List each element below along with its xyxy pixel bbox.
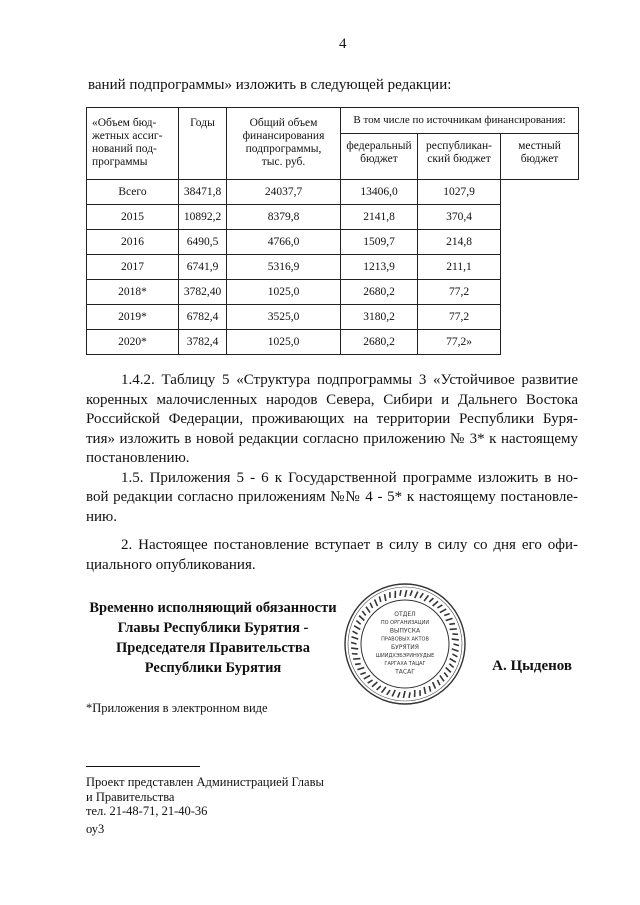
cell-total: 10892,2	[179, 205, 227, 230]
body-text	[86, 371, 578, 575]
local-header-line: бюджет	[520, 153, 559, 165]
seal-ring-glyph	[398, 692, 400, 697]
seal-ring-glyph	[360, 673, 365, 675]
seal-ring-glyph	[362, 611, 365, 616]
signer-position-line: Временно исполняющий обязанности	[89, 600, 337, 616]
paragraph-1-4-2	[86, 371, 578, 469]
seal-ring-glyph	[355, 664, 361, 665]
table-row	[87, 330, 579, 355]
seal-ring-glyph	[452, 649, 459, 651]
cell-local: 211,1	[418, 255, 501, 280]
seal-ring-glyph	[446, 668, 451, 673]
signer-position	[80, 598, 346, 678]
seal-ring-glyph	[424, 687, 425, 694]
seal-ring-glyph	[353, 631, 358, 634]
row-label-line: программы	[92, 156, 148, 168]
row-label-line: нований под-	[92, 143, 157, 155]
footnote: *Приложения в электронном виде	[86, 701, 268, 715]
local-header	[501, 134, 579, 180]
seal-text-line: БУРЯТИЯ	[391, 643, 419, 651]
cell-local: 77,2	[418, 280, 501, 305]
cell-federal: 4766,0	[227, 230, 341, 255]
signer-position-line: Главы Республики Бурятия -	[117, 620, 309, 636]
seal-ring-glyph	[354, 626, 360, 630]
seal-ring-glyph	[429, 686, 430, 692]
total-header	[227, 108, 341, 180]
seal-ring-glyph	[424, 595, 428, 601]
cell-total: 3782,40	[179, 280, 227, 305]
cell-year: 2017	[87, 255, 179, 280]
cell-year: 2018*	[87, 280, 179, 305]
signer-name: А. Цыденов	[492, 658, 572, 674]
seal-ring-glyph	[452, 639, 459, 640]
sources-header: В том числе по источникам финансирования:	[341, 108, 579, 134]
seal-ring-glyph	[351, 642, 356, 644]
paragraph-line: 1.5. Приложения 5 - 6 к Государственной программе изложить в но-	[121, 469, 578, 486]
seal-ring-glyph	[359, 616, 364, 621]
cell-year: 2016	[87, 230, 179, 255]
seal-ring-glyph	[366, 607, 370, 613]
cell-total: 6741,9	[179, 255, 227, 280]
seal-ring-glyph	[351, 637, 358, 639]
cell-republic: 2141,8	[341, 205, 418, 230]
paragraph-line: циального опубликования.	[86, 556, 256, 573]
seal-ring-glyph	[405, 590, 407, 597]
cell-total: 3782,4	[179, 330, 227, 355]
seal-ring-glyph	[375, 599, 378, 606]
cell-total: 38471,8	[179, 180, 227, 205]
seal-ring-glyph	[400, 590, 401, 596]
seal-ring-glyph	[429, 598, 433, 602]
seal-ring-glyph	[437, 605, 442, 608]
seal-ring-glyph	[392, 690, 395, 696]
footer-line: тел. 21-48-71, 21-40-36	[86, 804, 208, 818]
footer-line: Проект представлен Администрацией Главы	[86, 775, 324, 789]
signer-position-line: Республики Бурятия	[144, 660, 282, 676]
seal-ring-glyph	[449, 664, 453, 668]
seal-ring-glyph	[446, 618, 453, 620]
footer-line: и Правительства	[86, 789, 175, 804]
seal-ring-glyph	[379, 596, 380, 602]
seal-ring-glyph	[353, 659, 360, 660]
cell-federal: 8379,8	[227, 205, 341, 230]
cell-republic: 3180,2	[341, 305, 418, 330]
seal-ring-glyph	[357, 668, 364, 670]
table-body	[87, 180, 579, 355]
federal-header-line: бюджет	[360, 153, 398, 165]
table-row	[87, 255, 579, 280]
cell-federal: 1025,0	[227, 330, 341, 355]
paragraph-line: 1.4.2. Таблицу 5 «Структура подпрограммы 3 «Устойчивое развитие	[121, 372, 578, 388]
seal-ring-glyph	[368, 680, 373, 683]
cell-federal: 24037,7	[227, 180, 341, 205]
republic-header	[418, 134, 501, 180]
federal-header	[341, 134, 418, 180]
seal-text-line: ПРАВОВЫХ АКТОВ	[381, 636, 429, 643]
seal-ring-glyph	[433, 601, 438, 606]
cell-year: 2019*	[87, 305, 179, 330]
official-seal	[343, 582, 467, 706]
total-header-line: Общий объем	[249, 117, 318, 129]
cell-local: 214,8	[418, 230, 501, 255]
seal-center-text	[376, 611, 435, 675]
federal-header-line: федеральный	[346, 140, 412, 152]
cell-local: 77,2»	[418, 330, 501, 355]
cell-federal: 5316,9	[227, 255, 341, 280]
table-row	[87, 205, 579, 230]
paragraph-line: постановлению.	[86, 450, 190, 466]
paragraph-line: Российской Федерации, проживающих на территории Республики Буря-	[86, 411, 578, 427]
row-label-line: «Объем бюд-	[92, 117, 157, 129]
paragraph-line: нию.	[86, 508, 118, 525]
cell-republic: 13406,0	[341, 180, 418, 205]
paragraph-1-5	[86, 469, 578, 528]
total-header-line: тыс. руб.	[261, 156, 306, 168]
footer-code: оу3	[86, 822, 105, 836]
cell-year: Всего	[87, 180, 179, 205]
seal-ring-glyph	[420, 593, 423, 598]
total-header-line: подпрограммы,	[245, 143, 322, 155]
paragraph-line: тия» изложить в новой редакции согласно приложению № 3* к настоящему	[86, 430, 578, 447]
seal-text-line: ВЫПУСКА	[389, 627, 421, 635]
seal-text-line: ТАСАГ	[395, 668, 415, 676]
seal-ring-glyph	[410, 590, 412, 595]
seal-ring-glyph	[387, 690, 390, 695]
seal-ring-glyph	[444, 673, 447, 678]
cell-federal: 3525,0	[227, 305, 341, 330]
seal-ring-glyph	[452, 654, 457, 657]
cell-year: 2020*	[87, 330, 179, 355]
seal-ring-glyph	[409, 692, 410, 698]
years-header: Годы	[179, 108, 227, 180]
intro-line: ваний подпрограммы» изложить в следующей редакции:	[88, 77, 452, 93]
cell-year: 2015	[87, 205, 179, 230]
signer-position-line: Председателя Правительства	[116, 640, 310, 656]
budget-table	[86, 107, 579, 355]
cell-republic: 2680,2	[341, 330, 418, 355]
cell-local: 1027,9	[418, 180, 501, 205]
cell-federal: 1025,0	[227, 280, 341, 305]
seal-ring-glyph	[364, 675, 370, 678]
seal-ring-glyph	[449, 624, 455, 625]
seal-ring-glyph	[377, 686, 381, 690]
paragraph-line: коренных малочисленных народов Севера, Сибири и Дальнего Востока	[86, 391, 578, 408]
cell-republic: 1213,9	[341, 255, 418, 280]
seal-ring-glyph	[372, 682, 377, 687]
table-header-row	[87, 108, 579, 134]
seal-text-line: ШИИДХЭБЭРИНУУДЫЕ	[375, 653, 435, 659]
paragraph-line: 2. Настоящее постановление вступает в силу в силу со дня его офи-	[121, 537, 578, 553]
table-row	[87, 305, 579, 330]
seal-ring-glyph	[444, 614, 449, 616]
row-label-line: жетных ассиг-	[92, 130, 163, 142]
seal-text-line: ПО ОРГАНИЗАЦИИ	[380, 620, 430, 627]
republic-header-line: республикан-	[426, 140, 492, 152]
seal-ring-glyph	[385, 594, 386, 601]
table-row	[87, 230, 579, 255]
page-number: 4	[339, 36, 347, 52]
seal-ring-glyph	[356, 621, 360, 625]
row-label-cell	[87, 108, 179, 180]
seal-ring-glyph	[437, 680, 439, 685]
cell-total: 6490,5	[179, 230, 227, 255]
cell-republic: 1509,7	[341, 230, 418, 255]
footer-info	[86, 775, 324, 819]
paragraph-2	[86, 536, 578, 575]
republic-header-line: ский бюджет	[427, 153, 491, 165]
seal-ring-glyph	[440, 675, 444, 681]
seal-ring-glyph	[450, 659, 456, 663]
seal-ring-glyph	[433, 682, 436, 689]
seal-ring-glyph	[440, 609, 446, 612]
seal-ring-glyph	[454, 644, 459, 646]
total-header-line: финансирования	[242, 130, 325, 142]
cell-total: 6782,4	[179, 305, 227, 330]
seal-ring-glyph	[351, 648, 358, 649]
seal-ring-glyph	[450, 629, 457, 630]
cell-local: 370,4	[418, 205, 501, 230]
paragraph-line: вой редакции согласно приложениям №№ 4 - 5* к настоящему постановле-	[86, 489, 578, 505]
cell-local: 77,2	[418, 305, 501, 330]
seal-ring-glyph	[415, 592, 418, 598]
seal-text-line: ОТДЕЛ	[394, 611, 416, 618]
table-row	[87, 280, 579, 305]
local-header-line: местный	[518, 140, 561, 152]
seal-ring-glyph	[382, 687, 386, 693]
seal-text-line: ГАРГАХА ТАЦАГ	[384, 661, 426, 668]
table-row	[87, 180, 579, 205]
seal-ring-glyph	[370, 603, 372, 608]
footer-divider	[86, 766, 200, 767]
cell-republic: 2680,2	[341, 280, 418, 305]
seal-ring-glyph	[403, 691, 405, 698]
